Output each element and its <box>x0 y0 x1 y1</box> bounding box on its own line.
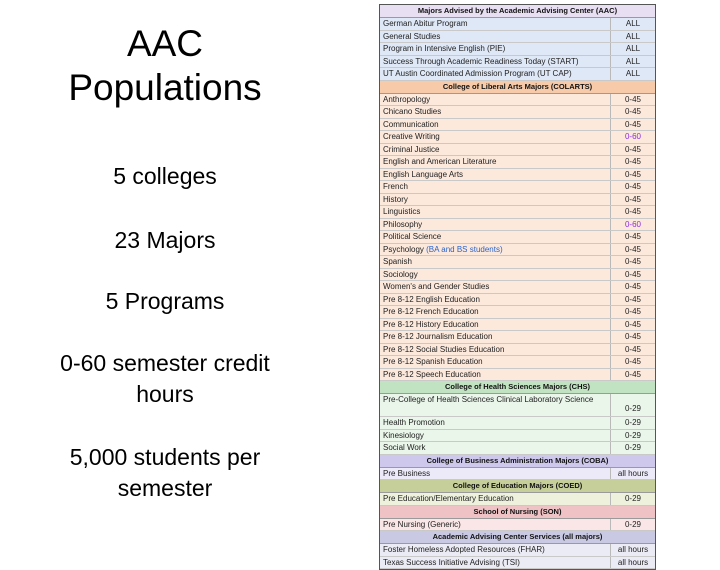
colarts-major-row <box>380 206 655 219</box>
credit-hours-value: 0-29 <box>624 519 641 529</box>
slide-title-line-2: Populations <box>68 67 262 108</box>
credit-hours-value: 0-45 <box>624 257 641 266</box>
chs-major-row <box>380 442 655 455</box>
major-name: Pre 8-12 Speech Education <box>380 369 611 381</box>
credit-hours-value: all hours <box>617 545 649 554</box>
service-row <box>380 544 655 557</box>
colarts-major-row <box>380 169 655 182</box>
colarts-major-row <box>380 106 655 119</box>
table-title: Majors Advised by the Academic Advising Center (AAC) <box>380 5 655 18</box>
colarts-major-row <box>380 94 655 107</box>
credit-hours-value: 0-60 <box>624 132 641 141</box>
major-name: Social Work <box>380 442 611 454</box>
colarts-major-row <box>380 181 655 194</box>
colarts-major-row <box>380 331 655 344</box>
colarts-major-row <box>380 306 655 319</box>
credit-hours-value: all hours <box>617 557 649 567</box>
credit-hours-value: 0-45 <box>624 107 641 116</box>
service-row <box>380 557 655 570</box>
credit-hours-value: 0-45 <box>624 194 641 204</box>
major-name: Pre Education/Elementary Education <box>380 493 611 505</box>
chs-header: College of Health Sciences Majors (CHS) <box>380 381 655 394</box>
credit-hours-value: 0-29 <box>624 494 641 503</box>
son-header: School of Nursing (SON) <box>380 506 655 519</box>
credit-hours-value: 0-29 <box>624 443 641 452</box>
major-name: French <box>380 181 611 193</box>
slide-text-panel <box>0 0 330 540</box>
major-name: English Language Arts <box>380 169 611 181</box>
major-name: Pre-College of Health Sciences Clinical Laboratory Science <box>380 394 611 416</box>
credit-hours-value: 0-45 <box>624 94 641 104</box>
major-name: Pre 8-12 French Education <box>380 306 611 318</box>
credit-hours-value: ALL <box>625 31 641 41</box>
services-header: Academic Advising Center Services (all majors) <box>380 531 655 544</box>
chs-major-row <box>380 394 655 417</box>
credit-hours-value: 0-45 <box>624 344 641 354</box>
major-name: Linguistics <box>380 206 611 218</box>
credit-hours-value: ALL <box>625 44 641 53</box>
colarts-header: College of Liberal Arts Majors (COLARTS) <box>380 81 655 94</box>
stat-credit-hours-line-2: hours <box>136 381 194 407</box>
major-name: Success Through Academic Readiness Today (START) <box>380 56 611 68</box>
coed-header: College of Education Majors (COED) <box>380 480 655 493</box>
program-row <box>380 18 655 31</box>
credit-hours-value: 0-45 <box>624 319 641 329</box>
credit-hours-value: 0-45 <box>624 369 641 379</box>
colarts-major-row <box>380 281 655 294</box>
credit-hours-value: 0-45 <box>624 182 641 191</box>
credit-hours-value: 0-60 <box>624 219 641 229</box>
majors-table <box>379 4 656 570</box>
stat-students-line-1: 5,000 students per <box>69 444 261 470</box>
coed-major-row <box>380 493 655 506</box>
chs-major-row <box>380 430 655 443</box>
coba-header: College of Business Administration Majors (COBA) <box>380 455 655 468</box>
colarts-major-row <box>380 344 655 357</box>
major-name: Pre 8-12 Spanish Education <box>380 356 611 368</box>
major-name: Communication <box>380 119 611 131</box>
credit-hours-value: 0-45 <box>624 332 641 341</box>
major-name: Women's and Gender Studies <box>380 281 611 293</box>
colarts-major-row <box>380 131 655 144</box>
major-name: Psychology (BA and BS students) <box>380 244 611 256</box>
credit-hours-value: ALL <box>625 69 641 78</box>
major-name: Pre Nursing (Generic) <box>380 519 611 531</box>
program-row <box>380 43 655 56</box>
major-name: Spanish <box>380 256 611 268</box>
colarts-major-row <box>380 356 655 369</box>
colarts-major-row <box>380 219 655 232</box>
credit-hours-value: 0-45 <box>624 269 641 279</box>
major-name: History <box>380 194 611 206</box>
major-name: Program in Intensive English (PIE) <box>380 43 611 55</box>
colarts-major-row <box>380 244 655 257</box>
credit-hours-value: 0-29 <box>624 404 641 413</box>
major-name: Political Science <box>380 231 611 243</box>
colarts-major-row <box>380 231 655 244</box>
credit-hours-value: 0-45 <box>624 244 641 254</box>
chs-major-row <box>380 417 655 430</box>
credit-hours-value: 0-45 <box>624 169 641 179</box>
major-name: Kinesiology <box>380 430 611 442</box>
coba-major-row <box>380 468 655 481</box>
credit-hours-value: ALL <box>625 19 641 28</box>
major-name: Criminal Justice <box>380 144 611 156</box>
credit-hours-value: 0-29 <box>624 418 641 427</box>
colarts-major-row <box>380 144 655 157</box>
colarts-major-row <box>380 256 655 269</box>
major-name: Pre 8-12 History Education <box>380 319 611 331</box>
colarts-major-row <box>380 119 655 132</box>
major-name: German Abitur Program <box>380 18 611 30</box>
stat-colleges: 5 colleges <box>113 163 217 189</box>
major-name: Pre 8-12 English Education <box>380 294 611 306</box>
credit-hours-value: 0-45 <box>624 357 641 366</box>
credit-hours-value: 0-45 <box>624 294 641 304</box>
major-name: Pre Business <box>380 468 611 480</box>
credit-hours-value: 0-45 <box>624 207 641 216</box>
major-name: Philosophy <box>380 219 611 231</box>
major-name: English and American Literature <box>380 156 611 168</box>
credit-hours-value: 0-45 <box>624 282 641 291</box>
son-major-row <box>380 519 655 532</box>
credit-hours-value: 0-45 <box>624 157 641 166</box>
major-name: Health Promotion <box>380 417 611 429</box>
colarts-major-row <box>380 156 655 169</box>
stat-majors: 23 Majors <box>114 227 216 253</box>
stat-students-line-2: semester <box>117 475 213 501</box>
program-row <box>380 31 655 44</box>
major-name: Foster Homeless Adopted Resources (FHAR) <box>380 544 611 556</box>
colarts-major-row <box>380 269 655 282</box>
major-name: Sociology <box>380 269 611 281</box>
major-name: Pre 8-12 Social Studies Education <box>380 344 611 356</box>
major-name: Chicano Studies <box>380 106 611 118</box>
credit-hours-value: 0-45 <box>624 119 641 129</box>
credit-hours-value: ALL <box>625 56 641 66</box>
major-name: Texas Success Initiative Advising (TSI) <box>380 557 611 569</box>
stat-programs: 5 Programs <box>105 288 225 314</box>
program-row <box>380 68 655 81</box>
major-name: Creative Writing <box>380 131 611 143</box>
program-row <box>380 56 655 69</box>
credit-hours-value: 0-45 <box>624 307 641 316</box>
credit-hours-value: 0-45 <box>624 232 641 241</box>
major-name: Anthropology <box>380 94 611 106</box>
stat-credit-hours-line-1: 0-60 semester credit <box>60 350 270 376</box>
colarts-major-row <box>380 319 655 332</box>
colarts-major-row <box>380 194 655 207</box>
colarts-major-row <box>380 369 655 382</box>
credit-hours-value: 0-45 <box>624 144 641 154</box>
major-name: Pre 8-12 Journalism Education <box>380 331 611 343</box>
credit-hours-value: 0-29 <box>624 430 641 440</box>
major-note: (BA and BS students) <box>423 244 503 254</box>
slide-title-line-1: AAC <box>126 23 204 64</box>
major-name: UT Austin Coordinated Admission Program (UT CAP) <box>380 68 611 80</box>
credit-hours-value: all hours <box>617 468 649 478</box>
colarts-major-row <box>380 294 655 307</box>
major-name: General Studies <box>380 31 611 43</box>
